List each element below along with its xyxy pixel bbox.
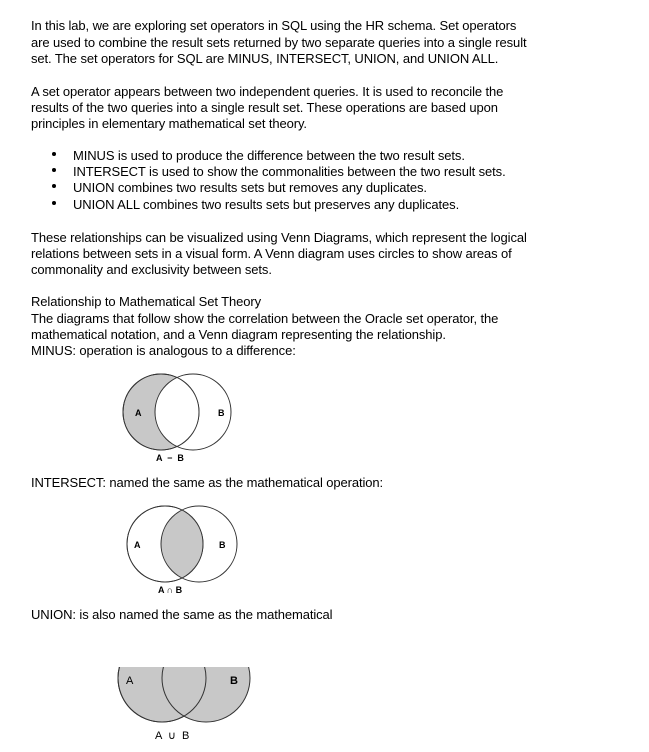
bullet-dot xyxy=(52,201,58,207)
venn-label-b: B xyxy=(230,675,238,687)
list-item: MINUS is used to produce the difference between the two result sets. xyxy=(73,148,465,163)
intro-line: are used to combine the result sets returned by two separate queries into a single result xyxy=(31,35,527,50)
minus-heading: MINUS: operation is analogous to a difference: xyxy=(31,343,296,358)
intro-line: set. The set operators for SQL are MINUS, INTERSECT, UNION, and UNION ALL. xyxy=(31,51,499,66)
list-item: INTERSECT is used to show the commonalities between the two result sets. xyxy=(73,164,506,179)
intersect-heading: INTERSECT: named the same as the mathematical operation: xyxy=(31,475,384,490)
venn-label-a: A xyxy=(135,408,142,418)
list-item: UNION combines two results sets but removes any duplicates. xyxy=(73,180,427,195)
paragraph-line: A set operator appears between two independent queries. It is used to reconcile the xyxy=(31,84,504,99)
bullet-dot xyxy=(52,152,58,158)
venn-label-b: B xyxy=(218,408,225,418)
paragraph-line: The diagrams that follow show the correlation between the Oracle set operator, the xyxy=(31,311,499,326)
union-heading: UNION: is also named the same as the mathematical xyxy=(31,607,333,622)
paragraph-line: commonality and exclusivity between sets. xyxy=(31,262,272,277)
venn-caption: A ∪ B xyxy=(155,730,190,742)
intro-line: In this lab, we are exploring set operators in SQL using the HR schema. Set operators xyxy=(31,18,517,33)
venn-intersect-diagram xyxy=(118,504,248,600)
list-item: UNION ALL combines two results sets but preserves any duplicates. xyxy=(73,197,460,212)
paragraph-line: principles in elementary mathematical set theory. xyxy=(31,116,307,131)
venn-caption: A ∩ B xyxy=(158,585,183,595)
venn-label-a: A xyxy=(134,540,141,550)
venn-label-b: B xyxy=(219,540,226,550)
venn-caption: A − B xyxy=(156,453,184,463)
bullet-dot xyxy=(52,168,58,174)
bullet-dot xyxy=(52,184,58,190)
paragraph-line: These relationships can be visualized using Venn Diagrams, which represent the logical xyxy=(31,230,527,245)
venn-minus-diagram xyxy=(118,372,248,468)
venn-label-a: A xyxy=(126,675,134,687)
paragraph-line: results of the two queries into a single result set. These operations are based upon xyxy=(31,100,498,115)
paragraph-line: mathematical notation, and a Venn diagram representing the relationship. xyxy=(31,327,446,342)
paragraph-line: relations between sets in a visual form. A Venn diagram uses circles to show areas of xyxy=(31,246,512,261)
document-page-bottom xyxy=(0,642,649,752)
venn-union-diagram xyxy=(110,664,260,748)
section-heading: Relationship to Mathematical Set Theory xyxy=(31,294,261,309)
